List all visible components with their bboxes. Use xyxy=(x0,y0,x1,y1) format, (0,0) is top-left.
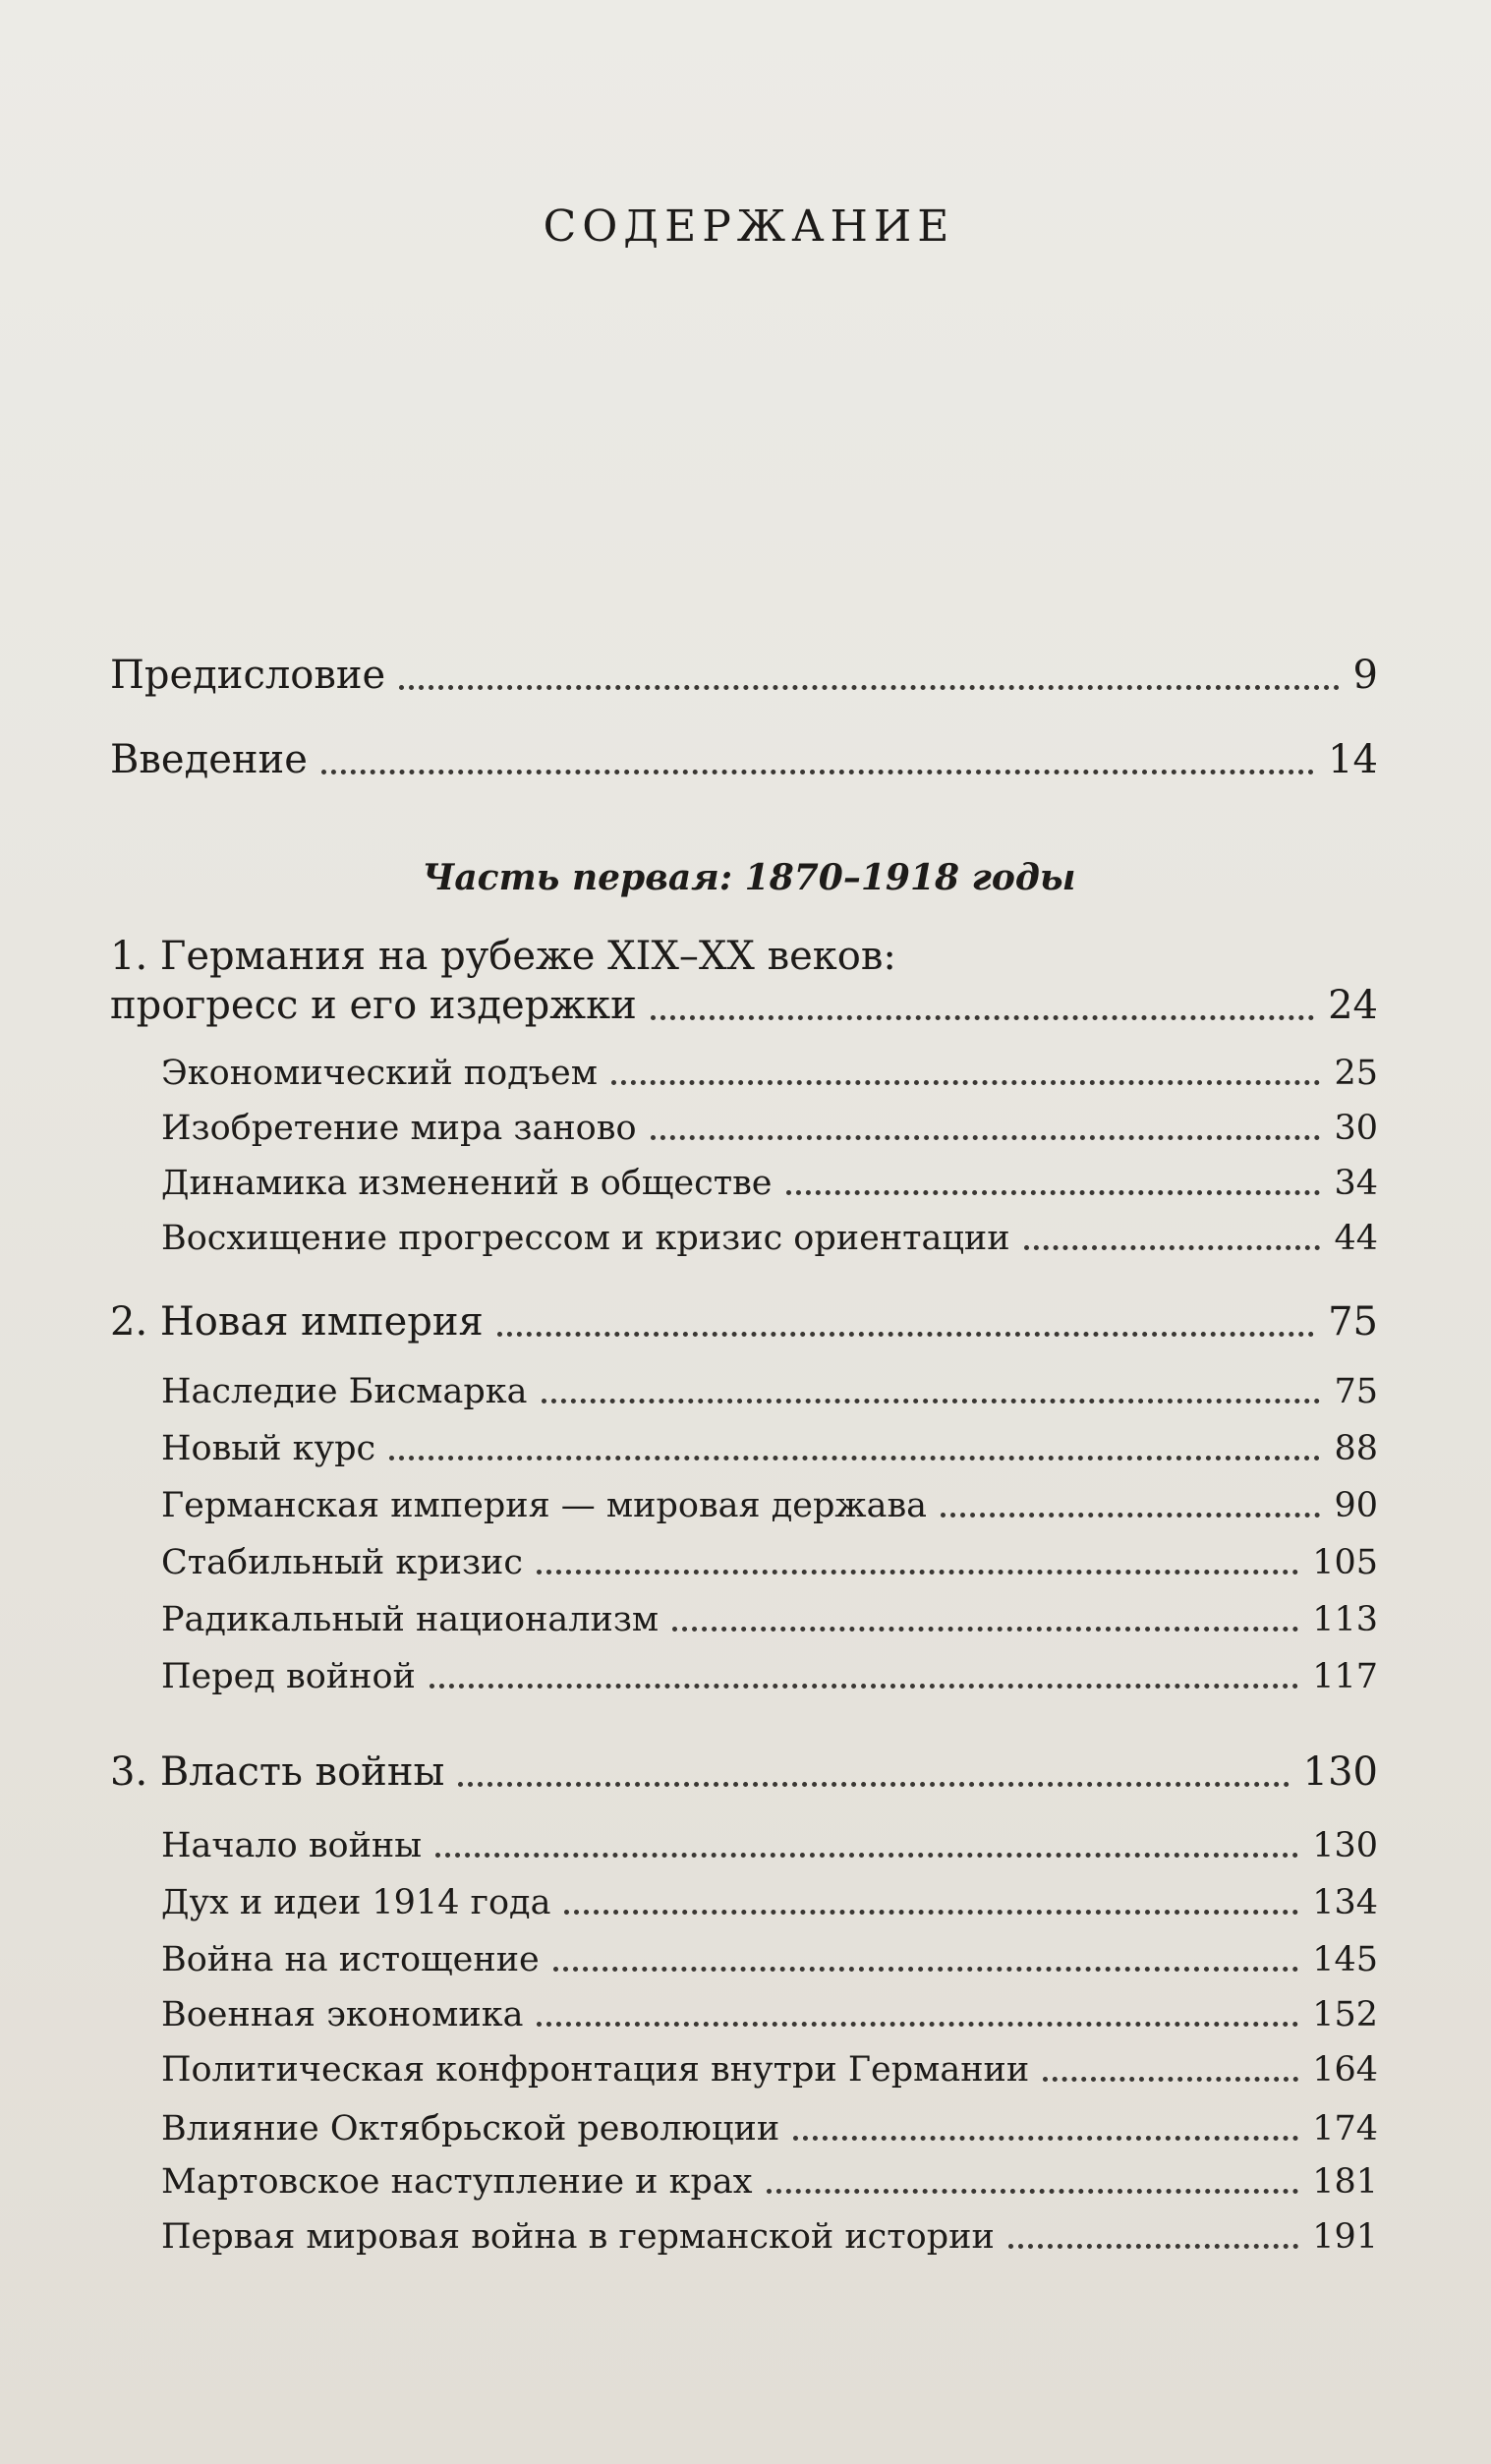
chapter-title: 2. Новая империя xyxy=(110,1299,484,1345)
entry-label: Война на истощение xyxy=(161,1940,540,1979)
toc-chapter-2[interactable] xyxy=(110,1299,1378,1345)
entry-label: Первая мировая война в германской истории xyxy=(161,2217,995,2257)
dot-leader xyxy=(1043,2077,1298,2082)
dot-leader xyxy=(564,1910,1298,1915)
entry-label: Восхищение прогрессом и кризис ориентации xyxy=(161,1219,1010,1258)
dot-leader xyxy=(651,1135,1321,1140)
dot-leader xyxy=(542,1399,1321,1404)
toc-section[interactable] xyxy=(161,2109,1378,2149)
dot-leader xyxy=(321,770,1314,774)
toc-section[interactable] xyxy=(161,2162,1378,2202)
dot-leader xyxy=(651,1015,1314,1020)
dot-leader xyxy=(497,1332,1314,1337)
toc-section[interactable] xyxy=(161,1372,1378,1411)
dot-leader xyxy=(389,1456,1320,1461)
entry-page: 34 xyxy=(1334,1164,1378,1203)
chapter-title-line1: 1. Германия на рубеже XIX–XX веков: xyxy=(110,934,896,979)
entry-page: 152 xyxy=(1312,1995,1378,2034)
toc-section[interactable] xyxy=(161,1657,1378,1696)
entry-label: Предисловие xyxy=(110,653,386,698)
entry-label: Изобретение мира заново xyxy=(161,1109,637,1148)
entry-label: Германская империя — мировая держава xyxy=(161,1486,928,1525)
entry-page: 134 xyxy=(1312,1883,1378,1922)
toc-chapter-1[interactable] xyxy=(110,934,1378,1028)
entry-label: Влияние Октябрьской революции xyxy=(161,2109,780,2149)
toc-section[interactable] xyxy=(161,1995,1378,2034)
entry-page: 130 xyxy=(1312,1826,1378,1865)
dot-leader xyxy=(793,2136,1298,2141)
entry-page: 14 xyxy=(1328,737,1378,782)
toc-section[interactable] xyxy=(161,1164,1378,1203)
dot-leader xyxy=(941,1513,1320,1518)
entry-page: 30 xyxy=(1334,1109,1378,1148)
entry-label: Стабильный кризис xyxy=(161,1543,523,1582)
entry-page: 174 xyxy=(1312,2109,1378,2149)
entry-page: 113 xyxy=(1312,1600,1378,1639)
toc-section[interactable] xyxy=(161,1883,1378,1922)
dot-leader xyxy=(786,1190,1321,1195)
entry-page: 191 xyxy=(1312,2217,1378,2257)
toc-section[interactable] xyxy=(161,1600,1378,1639)
entry-label: Мартовское наступление и крах xyxy=(161,2162,753,2202)
chapter-title-line2: прогресс и его издержки xyxy=(110,983,637,1028)
entry-label: Политическая конфронтация внутри Германии xyxy=(161,2050,1030,2090)
dot-leader xyxy=(1008,2244,1298,2249)
dot-leader xyxy=(611,1080,1321,1085)
toc-section[interactable] xyxy=(161,1826,1378,1865)
entry-label: Радикальный национализм xyxy=(161,1600,659,1639)
entry-label: Наследие Бисмарка xyxy=(161,1372,528,1411)
toc-section[interactable] xyxy=(161,2050,1378,2090)
entry-label: Начало войны xyxy=(161,1826,423,1865)
toc-chapter-3[interactable] xyxy=(110,1749,1378,1795)
entry-page: 130 xyxy=(1302,1749,1378,1795)
entry-page: 44 xyxy=(1334,1219,1378,1258)
entry-page: 75 xyxy=(1334,1372,1378,1411)
entry-label: Экономический подъем xyxy=(161,1054,598,1093)
dot-leader xyxy=(458,1782,1289,1787)
entry-page: 145 xyxy=(1312,1940,1378,1979)
entry-page: 24 xyxy=(1328,983,1378,1028)
dot-leader xyxy=(430,1684,1298,1689)
toc-section[interactable] xyxy=(161,1543,1378,1582)
toc-title: СОДЕРЖАНИЕ xyxy=(543,201,955,252)
entry-page: 25 xyxy=(1334,1054,1378,1093)
entry-label: Военная экономика xyxy=(161,1995,524,2034)
entry-page: 181 xyxy=(1312,2162,1378,2202)
toc-section[interactable] xyxy=(161,1219,1378,1258)
entry-page: 90 xyxy=(1334,1486,1378,1525)
toc-section[interactable] xyxy=(161,1486,1378,1525)
entry-page: 88 xyxy=(1334,1429,1378,1468)
entry-page: 164 xyxy=(1312,2050,1378,2090)
entry-label: Дух и идеи 1914 года xyxy=(161,1883,551,1922)
dot-leader xyxy=(767,2189,1299,2194)
toc-entry-preface[interactable] xyxy=(110,653,1378,698)
toc-section[interactable] xyxy=(161,1054,1378,1093)
entry-label: Динамика изменений в обществе xyxy=(161,1164,773,1203)
dot-leader xyxy=(537,1570,1298,1575)
dot-leader xyxy=(399,685,1339,690)
dot-leader xyxy=(553,1967,1298,1972)
part-heading: Часть первая: 1870–1918 годы xyxy=(422,857,1076,898)
entry-label: Новый курс xyxy=(161,1429,376,1468)
entry-label: Перед войной xyxy=(161,1657,416,1696)
chapter-title: 3. Власть войны xyxy=(110,1749,445,1795)
entry-label: Введение xyxy=(110,737,308,782)
entry-page: 105 xyxy=(1312,1543,1378,1582)
toc-section[interactable] xyxy=(161,1109,1378,1148)
dot-leader xyxy=(537,2022,1298,2027)
entry-page: 117 xyxy=(1312,1657,1378,1696)
dot-leader xyxy=(1024,1245,1321,1250)
dot-leader xyxy=(672,1627,1298,1632)
toc-entry-introduction[interactable] xyxy=(110,737,1378,782)
entry-page: 9 xyxy=(1352,653,1378,698)
toc-section[interactable] xyxy=(161,2217,1378,2257)
toc-section[interactable] xyxy=(161,1429,1378,1468)
entry-page: 75 xyxy=(1328,1299,1378,1345)
toc-section[interactable] xyxy=(161,1940,1378,1979)
dot-leader xyxy=(435,1853,1298,1858)
